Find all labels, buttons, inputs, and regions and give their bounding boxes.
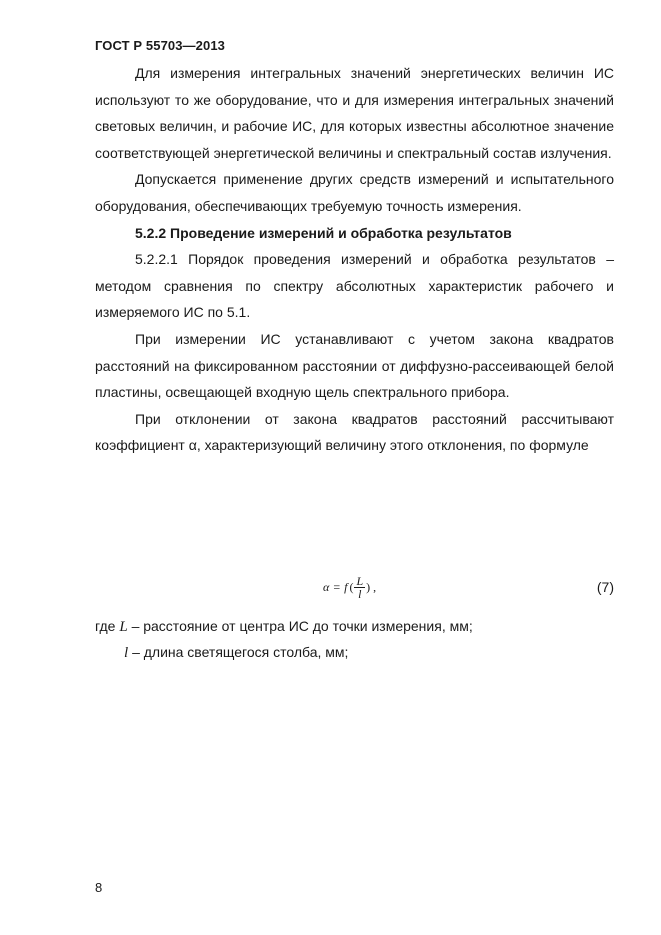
- formula-close-paren: ): [366, 580, 371, 594]
- definition-text: – расстояние от центра ИС до точки измерения, мм;: [131, 618, 473, 634]
- formula-comma: ,: [373, 580, 377, 594]
- main-text-block: [95, 60, 614, 459]
- formula-alpha: α: [323, 580, 330, 594]
- definition-symbol: l: [124, 645, 129, 661]
- formula-equals: =: [333, 580, 341, 594]
- definition-prefix: где: [95, 618, 116, 634]
- formula-expression: [323, 575, 376, 600]
- definition-l: [124, 642, 348, 663]
- definition-text: – длина светящегося столба, мм;: [132, 644, 349, 660]
- section-heading-5-2-2: 5.2.2 Проведение измерений и обработка результатов: [135, 224, 512, 241]
- paragraph-inverse-square-setup: При измерении ИС устанавливают с учетом закона квадратов расстояний на фиксированном расстоянии от диффузно-рассеивающей белой пластины, освещающей входную щель спектрального прибора.: [95, 330, 614, 401]
- formula-7: [95, 573, 614, 609]
- formula-denominator: l: [358, 587, 362, 601]
- page-number: 8: [95, 880, 103, 895]
- formula-number: (7): [596, 579, 614, 595]
- paragraph-other-instruments: Допускается применение других средств измерений и испытательного оборудования, обеспечивающих требуемую точность измерения.: [95, 171, 614, 214]
- paragraph-deviation-coefficient: При отклонении от закона квадратов расстояний рассчитывают коэффициент α, характеризующий величину этого отклонения, по формуле: [95, 410, 614, 454]
- standard-header: ГОСТ Р 55703—2013: [95, 38, 225, 53]
- paragraph-measurement-equipment: Для измерения интегральных значений энергетических величин ИС используют то же оборудование, что и для измерения интегральных значений световых величин, и рабочие ИС, для которых известны абсолютное значение соответствующей энергетической величины и спектральный состав излучения.: [95, 65, 614, 161]
- definition-L: [95, 616, 473, 637]
- formula-fraction: [354, 575, 365, 600]
- formula-numerator: L: [356, 574, 364, 588]
- definition-symbol: L: [119, 619, 128, 635]
- formula-open-paren: (: [349, 580, 354, 594]
- formula-function: f: [344, 580, 348, 594]
- paragraph-5-2-2-1: 5.2.2.1 Порядок проведения измерений и обработка результатов – методом сравнения по спектру абсолютных характеристик рабочего и измеряемого ИС по 5.1.: [95, 251, 614, 321]
